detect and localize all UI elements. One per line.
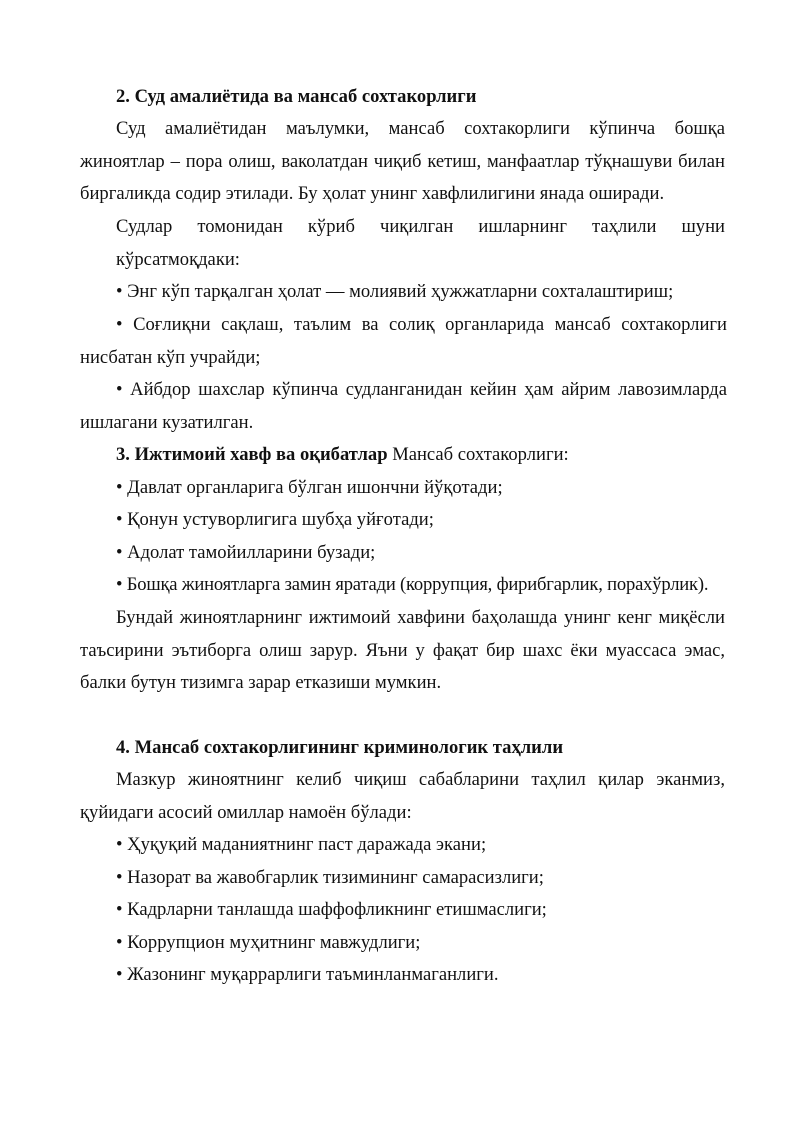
section-2-paragraph-1: Суд амалиётидан маълумки, мансаб сохтакорлиги кўпинча бошқа жиноятлар – пора олиш, ваколатдан чиқиб кетиш, манфаатлар тўқнашуви билан биргаликда содир этилади. Бу ҳолат унинг хавфлилигини янада оширади.	[80, 118, 725, 204]
section-3-heading-line	[116, 439, 736, 472]
section-2-paragraph-2: Судлар томонидан кўриб чиқилган ишларнинг таҳлили шуни кўрсатмоқдаки:	[116, 216, 725, 270]
section-3-paragraph: Бундай жиноятларнинг ижтимоий хавфини баҳолашда унинг кенг миқёсли таъсирини эътиборга олиш зарур. Яъни у фақат бир шахс ёки муассаса эмас, балки бутун тизимга зарар етказиши мумкин.	[80, 607, 725, 693]
section-2-bullet-1: • Энг кўп тарқалган ҳолат — молиявий ҳужжатларни сохталаштириш;	[116, 281, 674, 302]
section-4-heading: 4. Мансаб сохтакорлигининг криминологик таҳлили	[116, 737, 564, 758]
section-2-heading: 2. Суд амалиётида ва мансаб сохтакорлиги	[116, 86, 477, 107]
section-4-bullet-3: • Кадрларни танлашда шаффофликнинг етишмаслиги;	[116, 899, 547, 920]
section-4-bullet-4: • Коррупцион муҳитнинг мавжудлиги;	[116, 932, 421, 953]
section-3-bullet-2: • Қонун устуворлигига шубҳа уйғотади;	[116, 509, 434, 530]
section-3-bullet-4: • Бошқа жиноятларга замин яратади (коррупция, фирибгарлик, порахўрлик).	[116, 574, 709, 595]
section-3-heading-tail: Мансаб сохтакорлиги:	[387, 444, 569, 465]
section-4-bullet-1: • Ҳуқуқий маданиятнинг паст даражада экани;	[116, 834, 487, 855]
section-3-bullet-3: • Адолат тамойилларини бузади;	[116, 542, 376, 563]
section-2-bullet-3: • Айбдор шахслар кўпинча судланганидан кейин ҳам айрим лавозимларда ишлагани кузатилган.	[80, 379, 727, 433]
section-3-heading: 3. Ижтимоий хавф ва оқибатлар	[116, 444, 388, 465]
section-3-bullet-1: • Давлат органларига бўлган ишончни йўқотади;	[116, 477, 503, 498]
section-4-bullet-5: • Жазонинг муқаррарлиги таъминланмаганлиги.	[116, 964, 499, 985]
section-4-bullet-2: • Назорат ва жавобгарлик тизимининг самарасизлиги;	[116, 867, 544, 888]
section-2-bullet-2: • Соғлиқни сақлаш, таълим ва солиқ органларида мансаб сохтакорлиги нисбатан кўп учрайди;	[80, 314, 727, 368]
section-4-paragraph: Мазкур жиноятнинг келиб чиқиш сабабларини таҳлил қилар эканмиз, қуйидаги асосий омиллар намоён бўлади:	[80, 769, 725, 823]
